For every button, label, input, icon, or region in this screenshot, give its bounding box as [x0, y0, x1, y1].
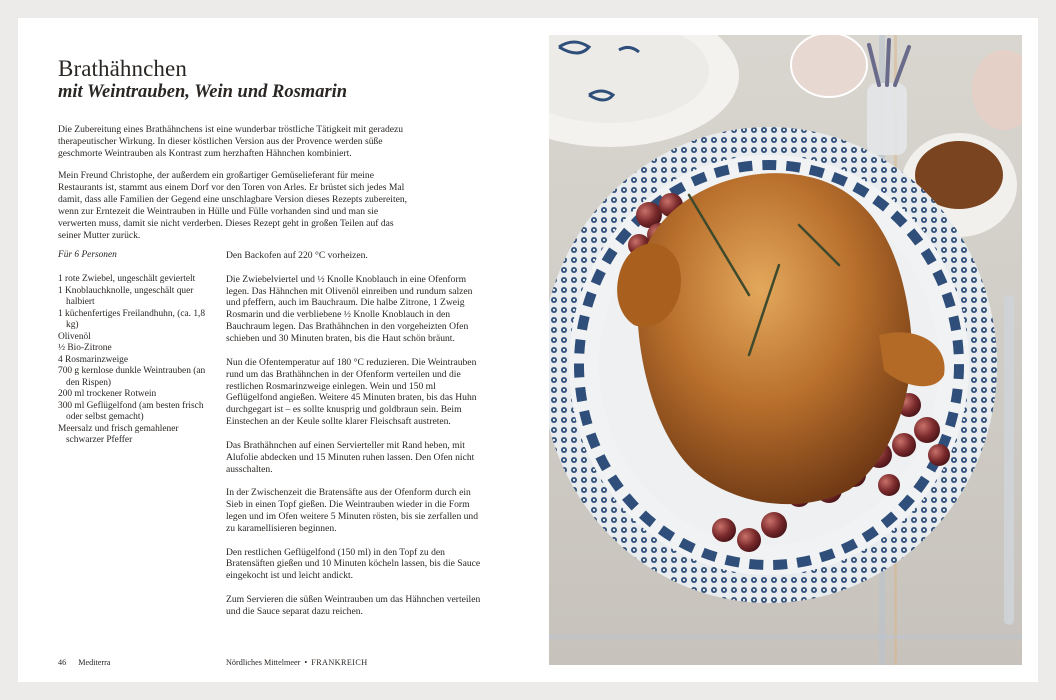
- servings-label: Für 6 Personen: [58, 250, 117, 260]
- method-step: Den Backofen auf 220 °C vorheizen.: [226, 250, 368, 261]
- country-name: FRANKREICH: [311, 658, 368, 667]
- ingredient-item: 300 ml Geflügelfond (am besten frisch oder selbst gemacht): [58, 400, 204, 422]
- method-steps: [226, 250, 484, 629]
- running-footer: [226, 658, 368, 667]
- vase: [867, 83, 907, 155]
- method-step: Den restlichen Geflügelfond (150 ml) in den Topf zu den Bratensäften gießen und 10 Minuten köcheln lassen, bis die Sauce eingekocht ist und leicht andickt.: [226, 546, 481, 582]
- ingredient-item: Olivenöl: [58, 331, 91, 342]
- method-step: In der Zwischenzeit die Bratensäfte aus der Ofenform durch ein Sieb in einen Topf gießen. Die Weintrauben wieder in die Form legen und im Ofen weitere 5 Minuten rösten, bis sie zerfallen und zu karamellisieren beginnen.: [226, 487, 479, 534]
- ingredient-item: Meersalz und frisch gemahlener schwarzer Pfeffer: [58, 423, 179, 445]
- photo-illustration: [549, 35, 1022, 665]
- book-page: [18, 18, 1038, 682]
- cloth-stripe: [549, 635, 1022, 639]
- page-footer-left: [58, 658, 111, 667]
- method-step: Nun die Ofentemperatur auf 180 °C reduzieren. Die Weintrauben rund um das Brathähnchen in der Ofenform verteilen und die restlichen Rosmarinzweige einlegen. Wein und 150 ml Geflügelfond angießen. Weitere 45 Minuten braten, bis das Huhn durchgegart ist – es sollte knusprig und goldbraun sein. Beim Einstechen an der Keule sollte klarer Fleischsaft austreten.: [226, 356, 477, 428]
- intro-paragraph: Die Zubereitung eines Brathähnchens ist eine wunderbar tröstliche Tätigkeit mit geradezu therapeutischer Wirkung. In dieser köstlichen Version aus der Provence werden süße geschmorte Weintrauben als Kontrast zum herzhaften Hähnchen kombiniert.: [58, 124, 404, 159]
- page-number: 46: [58, 658, 67, 667]
- ingredient-item: 1 Knoblauchknolle, ungeschält quer halbiert: [58, 285, 194, 307]
- ingredient-item: 1 küchenfertiges Freilandhuhn, (ca. 1,8 kg): [58, 308, 206, 330]
- method-step: Die Zwiebelviertel und ½ Knolle Knoblauch in eine Ofenform legen. Das Hähnchen mit Olivenöl einreiben und rundum salzen und pfeffern, auch im Bauchraum. Die halbe Zitrone, 1 Zweig Rosmarin und die verbliebene ½ Knolle Knoblauch in den Bauchraum legen. Das Brathähnchen in den vorgeheizten Ofen schieben und 30 Minuten braten, bis die Haut schön bräunt.: [226, 273, 473, 345]
- method-step: Das Brathähnchen auf einen Servierteller mit Rand heben, mit Alufolie abdecken und 15 Minuten ruhen lassen. Den Ofen nicht ausschalten.: [226, 439, 475, 475]
- method-step: Zum Servieren die süßen Weintrauben um das Hähnchen verteilen und die Sauce separat dazu reichen.: [226, 593, 481, 617]
- book-title: Mediterra: [78, 658, 111, 667]
- recipe-subtitle: mit Weintrauben, Wein und Rosmarin: [58, 82, 348, 102]
- recipe-intro: [58, 124, 414, 252]
- ingredient-item: 1 rote Zwiebel, ungeschält geviertelt: [58, 274, 196, 284]
- ingredient-item: ½ Bio-Zitrone: [58, 343, 112, 353]
- footer-separator: •: [304, 658, 308, 667]
- ingredient-item: 700 g kernlose dunkle Weintrauben (an den Rispen): [58, 366, 206, 388]
- roast-chicken-photo: [549, 35, 1022, 665]
- section-name: Nördliches Mittelmeer: [226, 658, 301, 667]
- ingredient-item: 4 Rosmarinzweige: [58, 354, 129, 365]
- recipe-title: Brathähnchen: [58, 56, 187, 81]
- knife: [1004, 295, 1014, 625]
- ingredient-item: 200 ml trockener Rotwein: [58, 389, 157, 399]
- ingredient-list: [58, 274, 218, 447]
- intro-paragraph: Mein Freund Christophe, der außerdem ein großartiger Gemüselieferant für meine Restaurants ist, stammt aus einem Dorf vor den Toren von Arles. Er brüstet sich jedes Mal damit, dass alle Familien der Gegend eine unschlagbare Version dieses Rezepts zubereiten, wenn zur Erntezeit die Weintrauben in Hülle und Fülle vorhanden sind und man sie verwerten muss, damit sie nicht verderben. Dieses Rezept geht in großen Teilen auf das seiner Mutter zurück.: [58, 170, 408, 241]
